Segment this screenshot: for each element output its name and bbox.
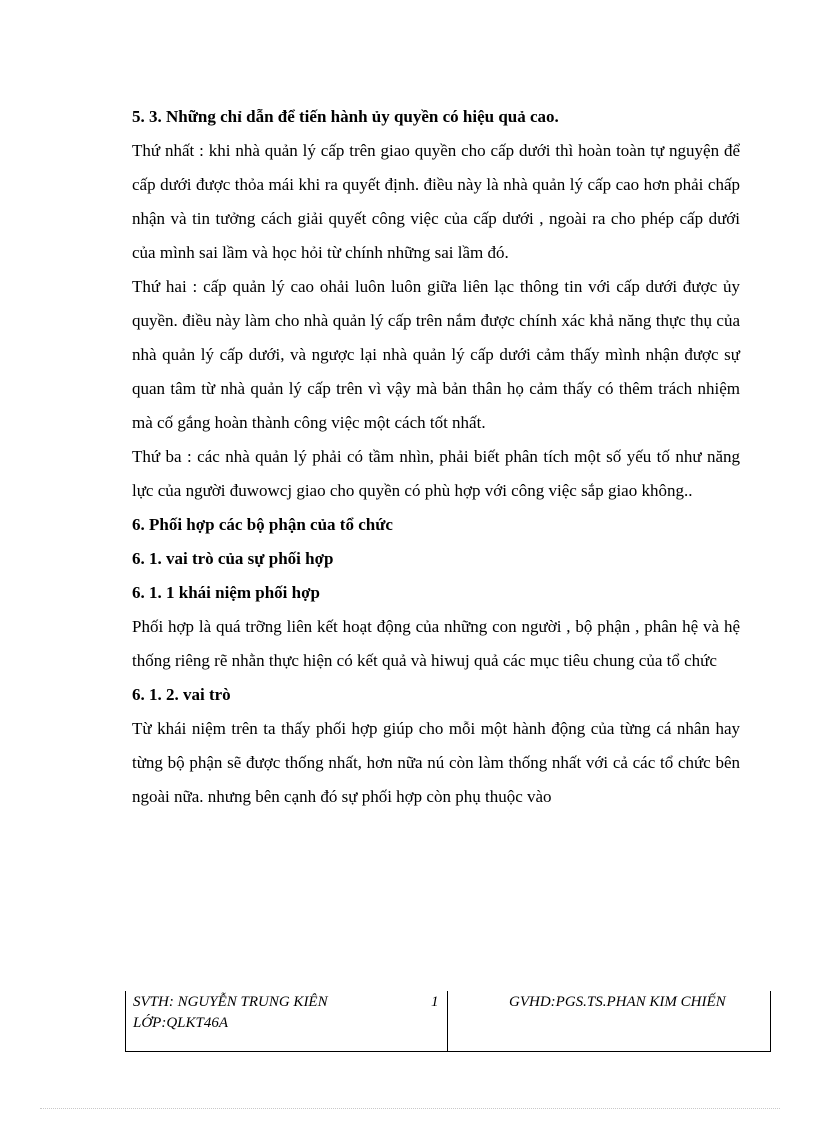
footer-page-number: 1: [431, 994, 439, 1010]
footer-student: SVTH: NGUYỄN TRUNG KIÊN: [133, 994, 328, 1010]
paragraph: Thứ ba : các nhà quản lý phải có tầm nhìn, phải biết phân tích một số yếu tố như năng lực của người đuwowcj giao cho quyền có phù hợp với công việc sắp giao không..: [132, 447, 740, 500]
section-heading-6-1-1: 6. 1. 1 khái niệm phối hợp: [132, 583, 320, 602]
section-heading-6-1-2: 6. 1. 2. vai trò: [132, 685, 231, 704]
page-edge-line: [40, 1108, 780, 1109]
section-heading-6-1: 6. 1. vai trò của sự phối hợp: [132, 549, 334, 568]
section-heading-5-3: 5. 3. Những chỉ dẫn để tiến hành ủy quyền có hiệu quả cao.: [132, 107, 559, 126]
paragraph: Thứ hai : cấp quản lý cao ohải luôn luôn giữa liên lạc thông tin với cấp dưới được ủy quyền. điều này làm cho nhà quản lý cấp trên nắm được chính xác khả năng thực thụ của nhà quản lý cấp dưới, và ngược lại nhà quản lý cấp dưới cảm thấy mình nhận được sự quan tâm từ nhà quản lý cấp trên vì vậy mà bản thân họ cảm thấy có thêm trách nhiệm mà cố gắng hoàn thành công việc một cách tốt nhất.: [132, 277, 740, 432]
footer-advisor: GVHD:PGS.TS.PHAN KIM CHIẾN: [509, 994, 726, 1010]
footer-class: LỚP:QLKT46A: [133, 1015, 229, 1031]
paragraph: Phối hợp là quá trỡng liên kết hoạt động của những con người , bộ phận , phân hệ và hệ thống riêng rẽ nhằn thực hiện có kết quả và hiwuj quả các mục tiêu chung của tổ chức: [132, 617, 740, 670]
paragraph: Thứ nhất : khi nhà quản lý cấp trên giao quyền cho cấp dưới thì hoàn toàn tự nguyện để cấp dưới được thỏa mái khi ra quyết định. điều này là nhà quản lý cấp cao hơn phải chấp nhận và tin tưởng cách giải quyết công việc của cấp dưới , ngoài ra cho phép cấp dưới của mình sai lầm và học hỏi từ chính những sai lầm đó.: [132, 141, 740, 262]
paragraph: Từ khái niệm trên ta thấy phối hợp giúp cho mỗi một hành động của từng cá nhân hay từng bộ phận sẽ được thống nhất, hơn nữa nú còn làm thống nhất với cả các tổ chức bên ngoài nữa. nhưng bên cạnh đó sự phối hợp còn phụ thuộc vào: [132, 719, 740, 806]
footer-divider: [447, 991, 448, 1051]
section-heading-6: 6. Phối hợp các bộ phận của tổ chức: [132, 515, 393, 534]
document-body: [132, 100, 740, 814]
page-footer: [125, 991, 771, 1052]
